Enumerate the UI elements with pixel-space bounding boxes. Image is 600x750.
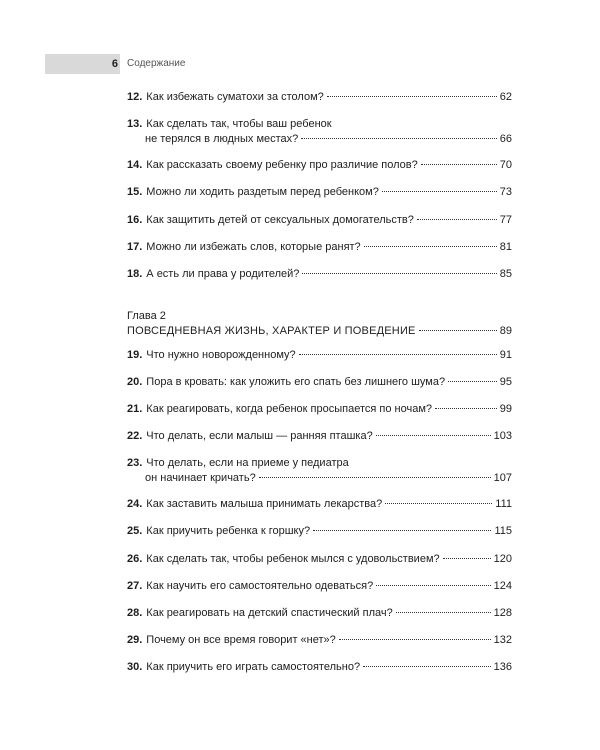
entry-number: 23. bbox=[127, 457, 143, 469]
entry-page: 103 bbox=[493, 430, 512, 442]
chapter-page: 89 bbox=[499, 325, 512, 337]
toc-entry-30[interactable] bbox=[127, 660, 512, 675]
entry-number: 15. bbox=[127, 186, 143, 198]
toc-entry-27[interactable] bbox=[127, 579, 512, 594]
dot-leader bbox=[385, 503, 492, 504]
dot-leader bbox=[327, 96, 497, 97]
entry-number: 16. bbox=[127, 214, 143, 226]
entry-page: 132 bbox=[493, 634, 512, 646]
dot-leader bbox=[313, 530, 491, 531]
entry-title: Как рассказать своему ребенку про различие полов? bbox=[146, 159, 418, 171]
entry-title: Как сделать так, чтобы ваш ребенок bbox=[146, 118, 332, 130]
entry-title: Почему он все время говорит «нет»? bbox=[146, 634, 336, 646]
entry-number: 22. bbox=[127, 430, 143, 442]
toc-entry-18[interactable] bbox=[127, 267, 512, 282]
toc-entry-12[interactable] bbox=[127, 90, 512, 105]
entry-page: 91 bbox=[499, 349, 512, 361]
entry-title: Что делать, если на приеме у педиатра bbox=[146, 457, 349, 469]
dot-leader bbox=[448, 381, 497, 382]
entry-number: 17. bbox=[127, 241, 143, 253]
entry-title: Можно ли избежать слов, которые ранят? bbox=[146, 241, 361, 253]
dot-leader bbox=[299, 354, 497, 355]
entry-page: 62 bbox=[499, 91, 512, 103]
entry-page: 107 bbox=[493, 472, 512, 484]
entry-title: Что нужно новорожденному? bbox=[146, 349, 296, 361]
entry-page: 77 bbox=[499, 214, 512, 226]
entry-page: 120 bbox=[493, 553, 512, 565]
entry-title: Как реагировать на детский спастический плач? bbox=[146, 607, 393, 619]
entry-number: 25. bbox=[127, 525, 143, 537]
entry-page: 111 bbox=[495, 498, 512, 510]
entry-number: 29. bbox=[127, 634, 143, 646]
dot-leader bbox=[435, 408, 497, 409]
entry-number: 26. bbox=[127, 553, 143, 565]
entry-page: 66 bbox=[499, 133, 512, 145]
dot-leader bbox=[339, 639, 491, 640]
toc-entry-14[interactable] bbox=[127, 158, 512, 173]
toc-entry-19[interactable] bbox=[127, 348, 512, 363]
chapter-title: ПОВСЕДНЕВНАЯ ЖИЗНЬ, ХАРАКТЕР И ПОВЕДЕНИЕ bbox=[127, 325, 416, 337]
toc-entry-17[interactable] bbox=[127, 240, 512, 255]
entry-title: Как приучить ребенка к горшку? bbox=[146, 525, 311, 537]
toc-entry-26[interactable] bbox=[127, 552, 512, 567]
entry-number: 27. bbox=[127, 580, 143, 592]
toc-entry-16[interactable] bbox=[127, 213, 512, 228]
dot-leader bbox=[419, 330, 497, 331]
dot-leader bbox=[396, 612, 491, 613]
toc-entry-24[interactable] bbox=[127, 497, 512, 512]
entry-page: 95 bbox=[499, 376, 512, 388]
dot-leader bbox=[363, 666, 491, 667]
entry-number: 18. bbox=[127, 268, 143, 280]
entry-number: 19. bbox=[127, 349, 143, 361]
entry-page: 70 bbox=[499, 159, 512, 171]
entry-number: 24. bbox=[127, 498, 143, 510]
toc-entry-23[interactable] bbox=[127, 456, 512, 486]
toc-entry-15[interactable] bbox=[127, 185, 512, 200]
entry-number: 14. bbox=[127, 159, 143, 171]
entry-number: 13. bbox=[127, 118, 143, 130]
entry-title: Как сделать так, чтобы ребенок мылся с удовольствием? bbox=[146, 553, 440, 565]
entry-page: 81 bbox=[499, 241, 512, 253]
dot-leader bbox=[302, 273, 496, 274]
dot-leader bbox=[417, 219, 497, 220]
entry-title: Как избежать суматохи за столом? bbox=[146, 91, 324, 103]
entry-title: Как заставить малыша принимать лекарства? bbox=[146, 498, 383, 510]
toc-entry-28[interactable] bbox=[127, 606, 512, 621]
entry-title-continued: он начинает кричать? bbox=[145, 472, 256, 484]
dot-leader bbox=[376, 585, 490, 586]
toc-entry-13[interactable] bbox=[127, 117, 512, 147]
entry-page: 73 bbox=[499, 186, 512, 198]
entry-number: 30. bbox=[127, 661, 143, 673]
section-title: Содержание bbox=[127, 58, 186, 69]
entry-title: Пора в кровать: как уложить его спать без лишнего шума? bbox=[146, 376, 446, 388]
toc-entry-29[interactable] bbox=[127, 633, 512, 648]
page-number: 6 bbox=[111, 58, 118, 70]
dot-leader bbox=[382, 191, 497, 192]
entry-page: 115 bbox=[494, 525, 512, 537]
dot-leader bbox=[376, 435, 491, 436]
entry-title: Что делать, если малыш — ранняя пташка? bbox=[146, 430, 373, 442]
entry-number: 28. bbox=[127, 607, 143, 619]
entry-title-continued: не терялся в людных местах? bbox=[145, 133, 299, 145]
entry-title: Как защитить детей от сексуальных домогательств? bbox=[146, 214, 414, 226]
toc-entry-22[interactable] bbox=[127, 429, 512, 444]
entry-title: А есть ли права у родителей? bbox=[146, 268, 300, 280]
entry-page: 124 bbox=[493, 580, 512, 592]
toc-entry-25[interactable] bbox=[127, 524, 512, 539]
dot-leader bbox=[301, 138, 496, 139]
dot-leader bbox=[259, 477, 491, 478]
chapter-heading[interactable] bbox=[127, 309, 512, 339]
dot-leader bbox=[364, 246, 497, 247]
chapter-label: Глава 2 bbox=[127, 310, 166, 322]
entry-title: Можно ли ходить раздетым перед ребенком? bbox=[146, 186, 379, 198]
entry-page: 128 bbox=[493, 607, 512, 619]
dot-leader bbox=[443, 558, 491, 559]
dot-leader bbox=[421, 164, 497, 165]
entry-title: Как научить его самостоятельно одеваться? bbox=[146, 580, 374, 592]
toc-entry-21[interactable] bbox=[127, 402, 512, 417]
entry-title: Как реагировать, когда ребенок просыпается по ночам? bbox=[146, 403, 433, 415]
entry-page: 85 bbox=[499, 268, 512, 280]
entry-page: 99 bbox=[499, 403, 512, 415]
entry-title: Как приучить его играть самостоятельно? bbox=[146, 661, 361, 673]
entry-page: 136 bbox=[493, 661, 512, 673]
entry-number: 21. bbox=[127, 403, 143, 415]
entry-number: 12. bbox=[127, 91, 143, 103]
entry-number: 20. bbox=[127, 376, 143, 388]
toc-entry-20[interactable] bbox=[127, 375, 512, 390]
